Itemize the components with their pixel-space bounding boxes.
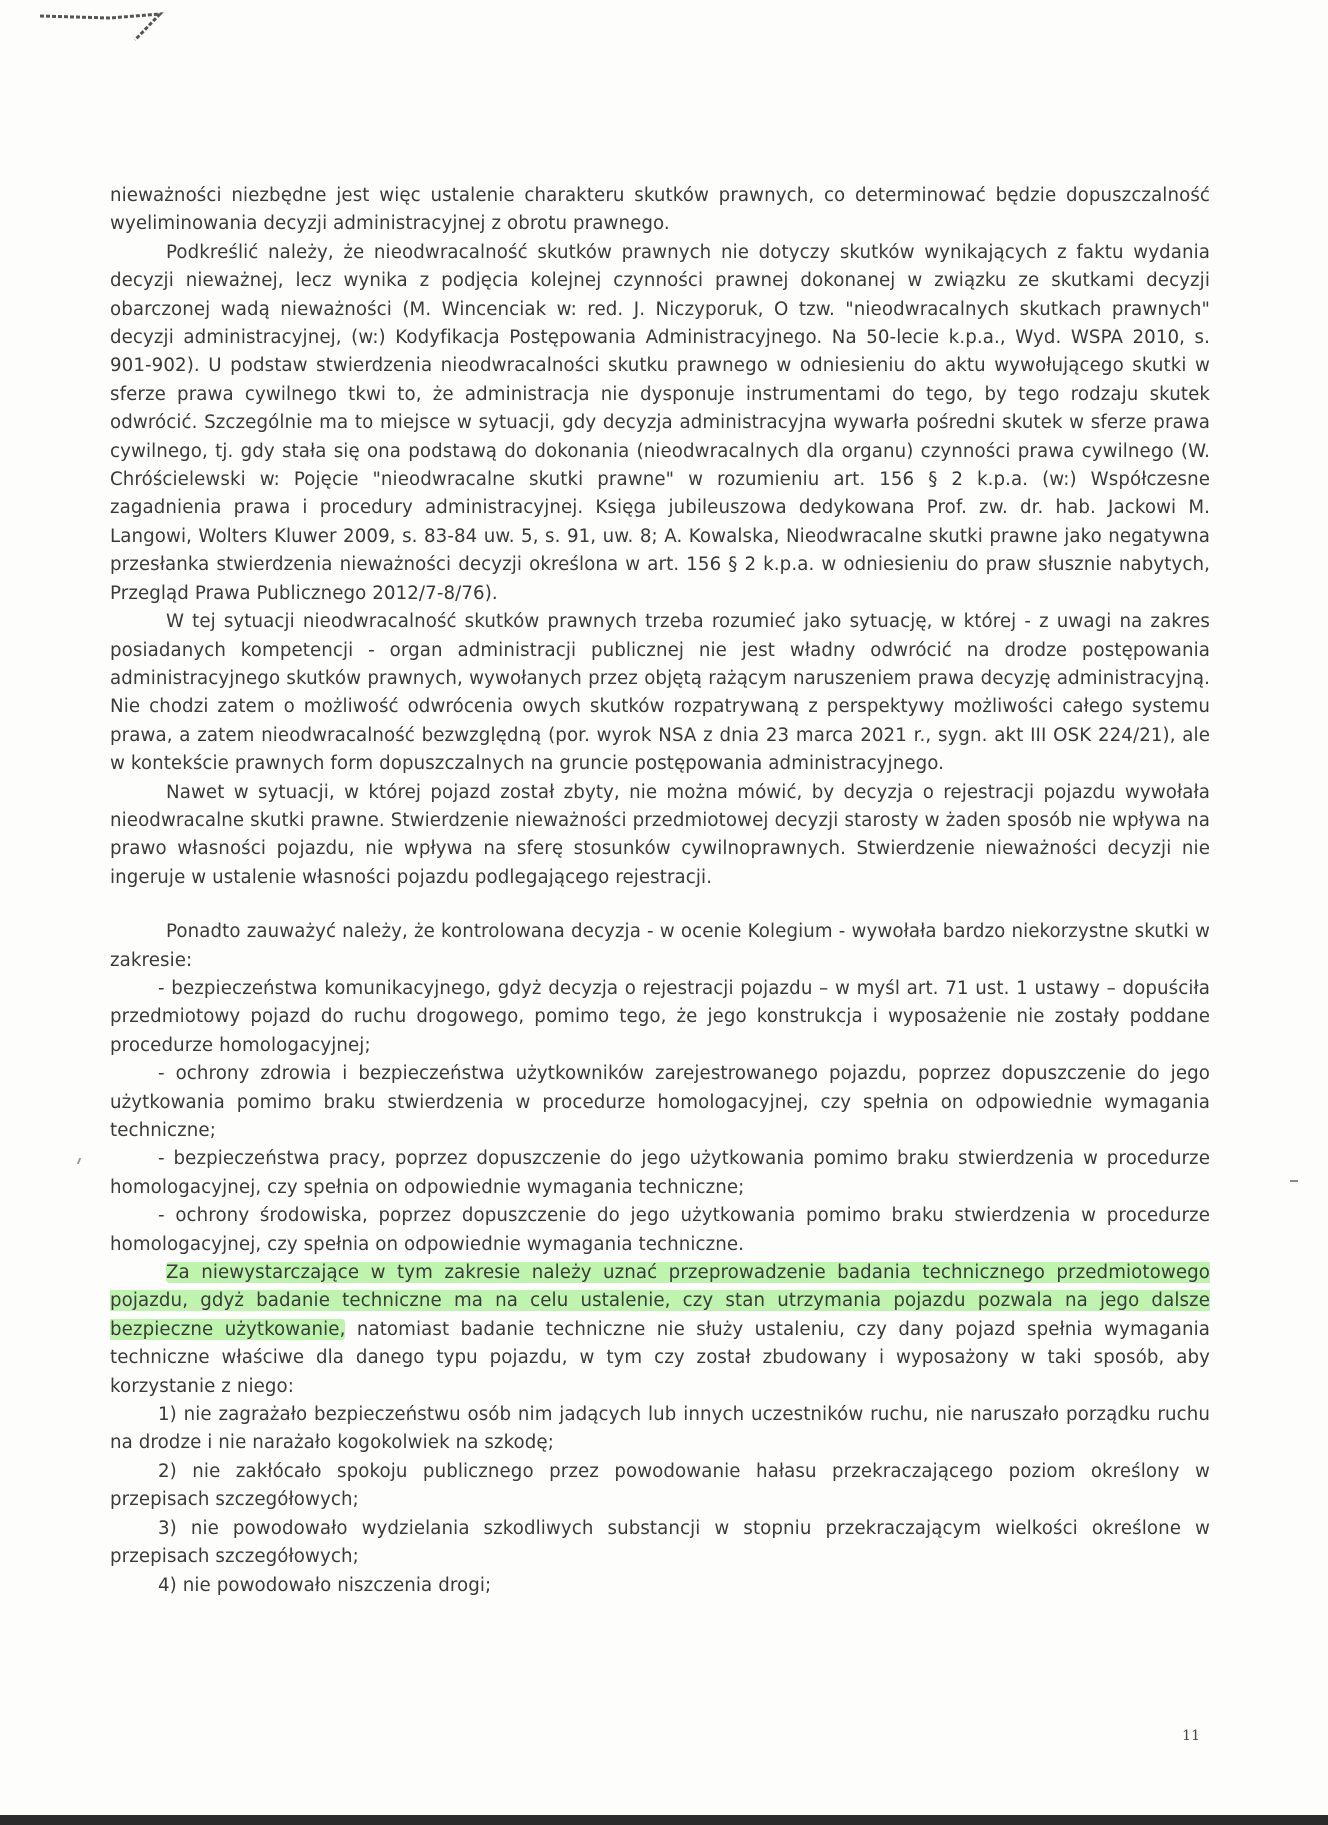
paragraphs-container: [110, 182, 1210, 1259]
document-body: [110, 182, 1210, 1600]
paragraph: W tej sytuacji nieodwracalność skutków prawnych trzeba rozumieć jako sytuację, w której - z uwagi na zakres posiadanych kompetencji - organ administracji publicznej nie jest władny odwrócić na drodze postępowania administracyjnego skutków prawnych, wywołanych przez objętą rażącym naruszeniem prawa decyzję administracyjną. Nie chodzi zatem o możliwość odwrócenia owych skutków rozpatrywaną z perspektywy możliwości całego systemu prawa, a zatem nieodwracalność bezwzględną (por. wyrok NSA z dnia 23 marca 2021 r., sygn. akt III OSK 224/21), ale w kontekście prawnych form dopuszczalnych na gruncie postępowania administracyjnego.: [110, 611, 1210, 775]
numbered-item: 1) nie zagrażało bezpieczeństwu osób nim jadących lub innych uczestników ruchu, nie naruszało porządku ruchu na drodze i nie narażało kogokolwiek na szkodę;: [110, 1404, 1210, 1454]
paragraph: Podkreślić należy, że nieodwracalność skutków prawnych nie dotyczy skutków wynikających z faktu wydania decyzji nieważnej, lecz wynika z podjęcia kolejnej czynności prawnej dokonanej w związku ze skutkami decyzji obarczonej wadą nieważności (M. Wincenciak w: red. J. Niczyporuk, O tzw. "nieodwracalnych skutkach prawnych" decyzji administracyjnej, (w:) Kodyfikacja Postępowania Administracyjnego. Na 50-lecie k.p.a., Wyd. WSPA 2010, s. 901-902). U podstaw stwierdzenia nieodwracalności skutku prawnego w odniesieniu do aktu wywołującego skutki w sferze prawa cywilnego tkwi to, że administracja nie dysponuje instrumentami do tego, by tego rodzaju skutek odwrócić. Szczególnie ma to miejsce w sytuacji, gdy decyzja administracyjna wywarła pośredni skutek w sferze prawa cywilnego, tj. gdy stała się ona podstawą do dokonania (nieodwracalnych dla organu) czynności prawa cywilnego (W. Chróścielewski w: Pojęcie "nieodwracalne skutki prawne" w rozumieniu art. 156 § 2 k.p.a. (w:) Współczesne zagadnienia prawa i procedury administracyjnej. Księga jubileuszowa dedykowana Prof. zw. dr. hab. Jackowi M. Langowi, Wolters Kluwer 2009, s. 83-84 uw. 5, s. 91, uw. 8; A. Kowalska, Nieodwracalne skutki prawne jako negatywna przesłanka stwierdzenia nieważności decyzji określona w art. 156 § 2 k.p.a. w odniesieniu do praw słusznie nabytych, Przegląd Prawa Publicznego 2012/7-8/76).: [110, 241, 1210, 604]
paragraph: - ochrony zdrowia i bezpieczeństwa użytkowników zarejestrowanego pojazdu, poprzez dopuszczenie do jego użytkowania pomimo braku stwierdzenia w procedurze homologacyjnej, czy spełnia on odpowiednie wymagania techniczne;: [110, 1063, 1210, 1141]
scan-bottom-edge: [0, 1815, 1328, 1825]
numbered-item: 4) nie powodowało niszczenia drogi;: [158, 1574, 492, 1596]
scan-artifact-mark: [40, 6, 170, 42]
highlight-paragraph: [110, 1259, 1210, 1401]
paragraph: Ponadto zauważyć należy, że kontrolowana decyzja - w ocenie Kolegium - wywołała bardzo niekorzystne skutki w zakresie:: [110, 921, 1210, 971]
paragraph: nieważności niezbędne jest więc ustalenie charakteru skutków prawnych, co determinować będzie dopuszczalność wyeliminowania decyzji administracyjnej z obrotu prawnego.: [110, 185, 1210, 235]
numbered-list: [110, 1401, 1210, 1600]
paragraph: - ochrony środowiska, poprzez dopuszczenie do jego użytkowania pomimo braku stwierdzenia w procedurze homologacyjnej, czy spełnia on odpowiednie wymagania techniczne.: [110, 1205, 1210, 1255]
highlighted-text: Za niewystarczające w tym zakresie należy uznać przeprowadzenie badania technicznego przedmiotowego pojazdu, gdyż badanie techniczne ma na celu ustalenie, czy stan utrzymania pojazdu pozwala na jego dalsze bezpieczne użytkowanie,: [110, 1262, 1210, 1340]
page-number: 11: [1182, 1728, 1200, 1744]
scan-artifact-dot: [77, 1158, 84, 1164]
paragraph-continuation: natomiast badanie techniczne nie służy ustaleniu, czy dany pojazd spełnia wymagania techniczne właściwe dla danego typu pojazdu, w tym czy został zbudowany i wyposażony w taki sposób, aby korzystanie z niego:: [110, 1318, 1210, 1397]
numbered-item: 2) nie zakłócało spokoju publicznego przez powodowanie hałasu przekraczającego poziom określony w przepisach szczegółowych;: [110, 1460, 1210, 1511]
paragraph: Nawet w sytuacji, w której pojazd został zbyty, nie można mówić, by decyzja o rejestracji pojazdu wywołała nieodwracalne skutki prawne. Stwierdzenie nieważności przedmiotowej decyzji starosty w żaden sposób nie wpływa na prawo własności pojazdu, nie wpływa na sferę stosunków cywilnoprawnych. Stwierdzenie nieważności decyzji nie ingeruje w ustalenie własności pojazdu podlegającego rejestracji.: [110, 781, 1210, 888]
numbered-item: 3) nie powodowało wydzielania szkodliwych substancji w stopniu przekraczającym wielkości określone w przepisach szczegółowych;: [110, 1517, 1210, 1568]
scan-artifact-tick: [1290, 1180, 1298, 1182]
paragraph: - bezpieczeństwa komunikacyjnego, gdyż decyzja o rejestracji pojazdu – w myśl art. 71 ust. 1 ustawy – dopuściła przedmiotowy pojazd do ruchu drogowego, pomimo tego, że jego konstrukcja i wyposażenie nie zostały poddane procedurze homologacyjnej;: [110, 977, 1210, 1056]
paragraph: - bezpieczeństwa pracy, poprzez dopuszczenie do jego użytkowania pomimo braku stwierdzenia w procedurze homologacyjnej, czy spełnia on odpowiednie wymagania techniczne;: [110, 1148, 1210, 1198]
